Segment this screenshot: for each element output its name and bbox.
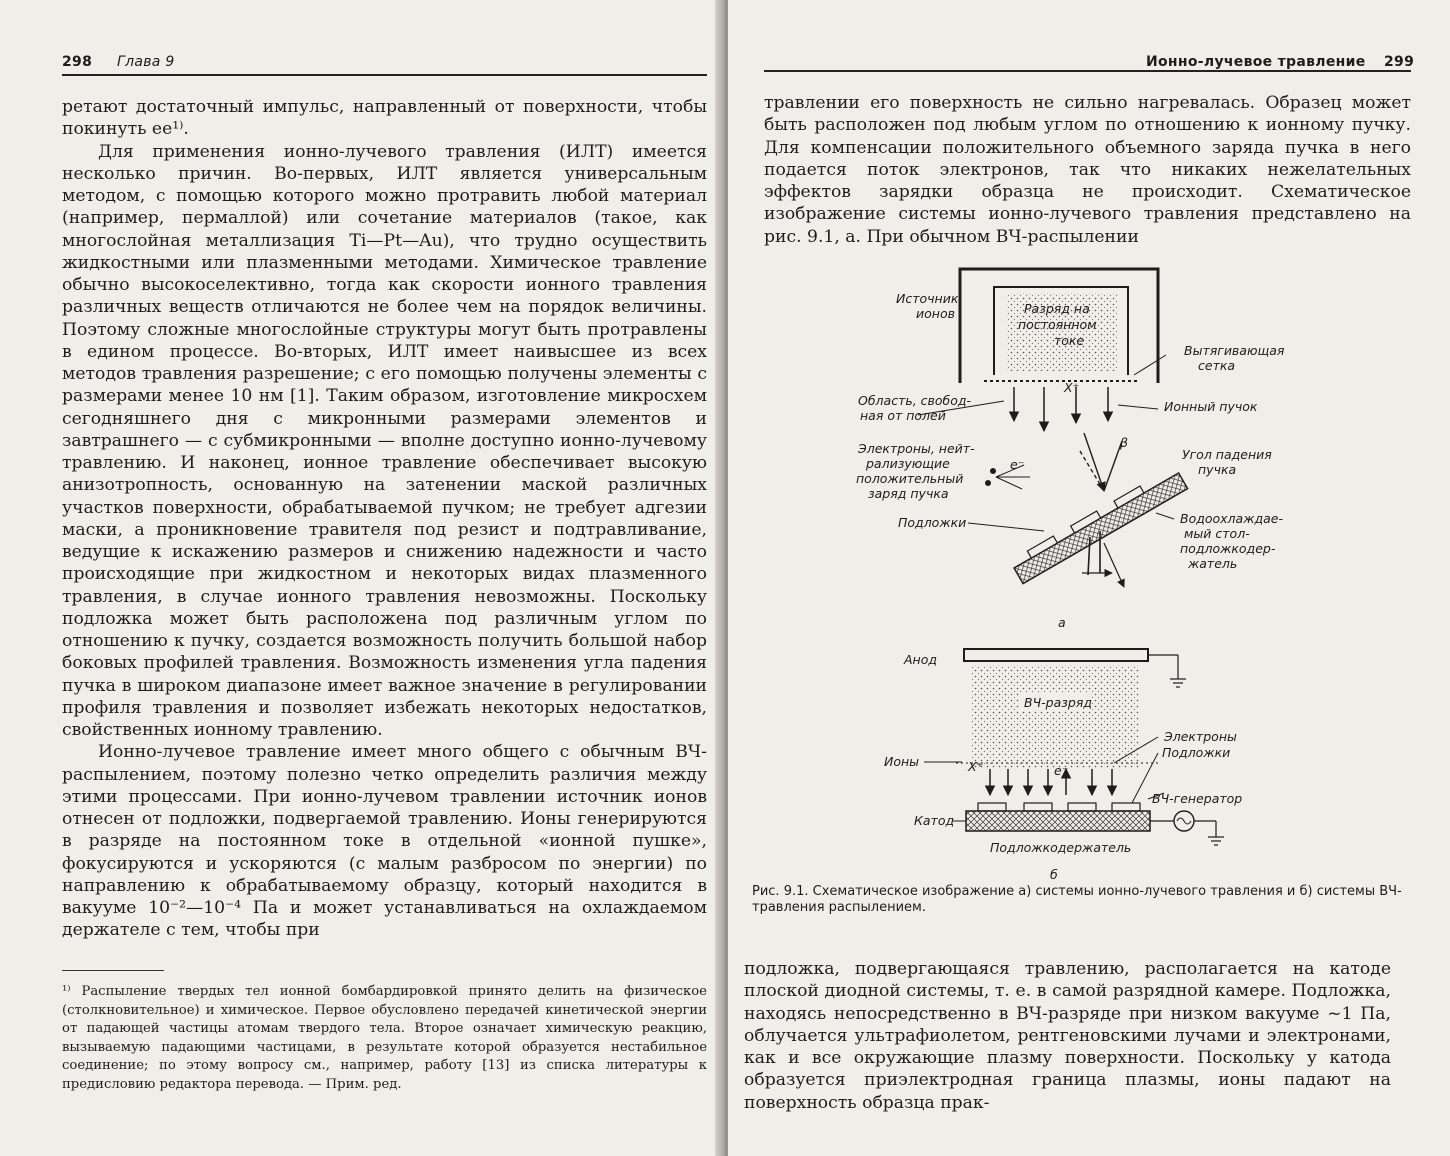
- svg-text:постоянном: постоянном: [1018, 317, 1097, 332]
- svg-text:токе: токе: [1054, 333, 1085, 348]
- footnote: ¹⁾ Распыление твердых тел ионной бомбардировкой принято делить на физическое (столкновительное) и химическое. Первое обусловлено передачей кинетической энергии от падающей частицы атомам твердого тела. Второе означает химическую реакцию, вызываемую падающими частицами, в результате которой образуется нестабильное соединение; по этому вопросу см., например, работу [13] из списка литературы к предисловию редактора перевода. — Прим. ред.: [62, 984, 707, 1092]
- footnote-rule: [62, 970, 164, 971]
- label-ions: Ионы: [884, 754, 920, 769]
- svg-text:положительный: положительный: [856, 471, 964, 486]
- page-number-right: 299: [1384, 54, 1415, 70]
- label-dc-discharge: Разряд на: [1024, 301, 1090, 316]
- chapter-heading: Глава 9: [117, 54, 175, 70]
- label-cathode: Катод: [914, 813, 955, 828]
- figure-b: [884, 649, 1242, 882]
- paragraph: Для применения ионно-лучевого травления (ИЛТ) имеется несколько причин. Во-первых, ИЛТ является универсальным методом, с помощью которого можно протравить любой материал (например, пермаллой) или сочетание материалов (такое, как многослойная металлизация Ti—Pt—Au), что трудно осуществить жидкостными или плазменными методами. Химическое травление обычно высокоселективно, тогда как скорости ионного травления различных веществ отличаются не более чем на порядок величины. Поэтому сложные многослойные структуры могут быть протравлены в едином процессе. Во-вторых, ИЛТ имеет наивысшее из всех методов травления разрешение; с его помощью получены элементы с размерами менее 10 нм [1]. Таким образом, изготовление микросхем сегодняшнего дня с микронными размерами элементов и завтрашнего — с субмикронными — вполне доступно ионно-лучевому травлению. И наконец, ионное травление обеспечивает высокую анизотропность, основанную на затенении маской различных участков поверхности, обрабатываемой пучком; не требует адгезии маски, а проникновение травителя под резист и подтравливание, ведущие к искажению размеров и снижению надежности и часто происходящие при жидкостном и некоторых видах плазменного травления, в случае ионного травления невозможны. Поскольку подложка может быть расположена под различным углом по отношению к пучку, создается возможность получить большой набор боковых профилей травления. Возможность изменения угла падения пучка в широком диапазоне имеет важное значение в регулировании профиля травления и позволяет избежать некоторых недостатков, свойственных ионному травлению.: [62, 141, 707, 740]
- paragraph: ретают достаточный импульс, направленный от поверхности, чтобы покинуть ее¹⁾.: [62, 97, 707, 140]
- label-electrons-b: Электроны: [1164, 729, 1237, 744]
- paragraph: травлении его поверхность не сильно нагревалась. Образец может быть расположен под любым углом по отношению к ионному пучку. Для компенсации положительного объемного заряда пучка в него подается поток электронов, так что никаких нежелательных эффектов зарядки образца не происходит. Схематическое изображение системы ионно-лучевого травления представлено на рис. 9.1, а. При обычном ВЧ-распылении: [764, 93, 1411, 247]
- svg-text:ная от полей: ная от полей: [860, 408, 946, 423]
- left-page: [0, 0, 722, 1156]
- header-rule: [62, 74, 707, 76]
- paragraph: подложка, подвергающаяся травлению, располагается на катоде плоской диодной системы, т. е. в самой разрядной камере. Подложка, находясь непосредственно в ВЧ-разряде при низком вакууме ~1 Па, облучается ультрафиолетом, рентгеновскими лучами и электронами, как и все окружающие плазму поверхности. Поскольку у катода образуется приэлектродная граница плазмы, ионы падают на поверхность образца прак-: [744, 959, 1391, 1113]
- label-incidence-angle: Угол падения: [1182, 447, 1272, 462]
- ion-beam-arrows: [1014, 387, 1108, 431]
- svg-text:жатель: жатель: [1188, 556, 1238, 571]
- label-extraction-grid: Вытягивающая: [1184, 343, 1285, 358]
- label-rf-discharge: ВЧ-разряд: [1024, 695, 1092, 710]
- label-neutralizing-electrons: Электроны, нейт-: [858, 441, 975, 456]
- rf-plasma-region: [972, 665, 1140, 769]
- paragraph: Ионно-лучевое травление имеет много общего с обычным ВЧ-распылением, поэтому полезно четко определить различия между этими процессами. При ионно-лучевом травлении источник ионов отнесен от подложки, подвергаемой травлению. Ионы генерируются в разряде на постоянном токе в отдельной «ионной пушке», фокусируются и ускоряются (с малым разбросом по энергии) по направлению к обрабатываемому образцу, который находится в вакууме 10⁻²—10⁻⁴ Па и может устанавливаться на охлаждаемом держателе с тем, чтобы при: [62, 742, 707, 941]
- label-ion-source: Источник: [896, 291, 959, 306]
- svg-text:сетка: сетка: [1198, 358, 1236, 373]
- header-rule: [764, 70, 1411, 72]
- figure-caption: Рис. 9.1. Схематическое изображение а) системы ионно-лучевого травления и б) системы ВЧ-травления распылением.: [752, 884, 1402, 915]
- right-bottom-text: [744, 958, 1391, 1114]
- label-figure-letter-a: а: [1058, 615, 1066, 630]
- label-xplus: X⁺: [1064, 380, 1080, 395]
- anode-plate: [964, 649, 1148, 661]
- incident-beam: [1080, 433, 1122, 491]
- label-beta: β: [1120, 435, 1128, 450]
- svg-text:ионов: ионов: [916, 306, 955, 321]
- label-field-free-region: Область, свобод-: [858, 393, 972, 408]
- label-substrate-holder: Подложкодержатель: [990, 840, 1132, 855]
- label-anode: Анод: [904, 652, 938, 667]
- label-water-cooled-table: Водоохлаждае-: [1180, 511, 1283, 526]
- figure-9-1: [728, 255, 1450, 895]
- label-e-minus-b: e⁻: [1054, 763, 1069, 778]
- running-title: Ионно-лучевое травление: [1146, 54, 1366, 70]
- ion-arrows-b: [990, 769, 1112, 795]
- label-rf-generator: ВЧ-генератор: [1152, 791, 1243, 806]
- svg-text:мый стол-: мый стол-: [1184, 526, 1250, 541]
- figure-a: [856, 269, 1285, 630]
- cathode-holder: [966, 811, 1150, 831]
- label-ion-beam: Ионный пучок: [1164, 399, 1258, 414]
- right-top-text: [764, 92, 1411, 248]
- page-number-left: 298: [62, 54, 93, 70]
- left-body-text: [62, 96, 707, 942]
- label-xplus-b: X⁺: [968, 759, 984, 774]
- label-substrates-a: Подложки: [898, 515, 967, 530]
- svg-text:подложкодер-: подложкодер-: [1180, 541, 1276, 556]
- ground-symbol-bottom: [1208, 837, 1224, 845]
- svg-text:заряд пучка: заряд пучка: [868, 486, 949, 501]
- svg-text:рализующие: рализующие: [866, 456, 950, 471]
- right-page: [728, 0, 1450, 1156]
- ground-symbol-top: [1170, 679, 1186, 687]
- svg-text:пучка: пучка: [1198, 462, 1237, 477]
- label-figure-letter-b: б: [1050, 867, 1058, 882]
- label-e-minus: e⁻: [1010, 457, 1025, 472]
- label-substrates-b: Подложки: [1162, 745, 1231, 760]
